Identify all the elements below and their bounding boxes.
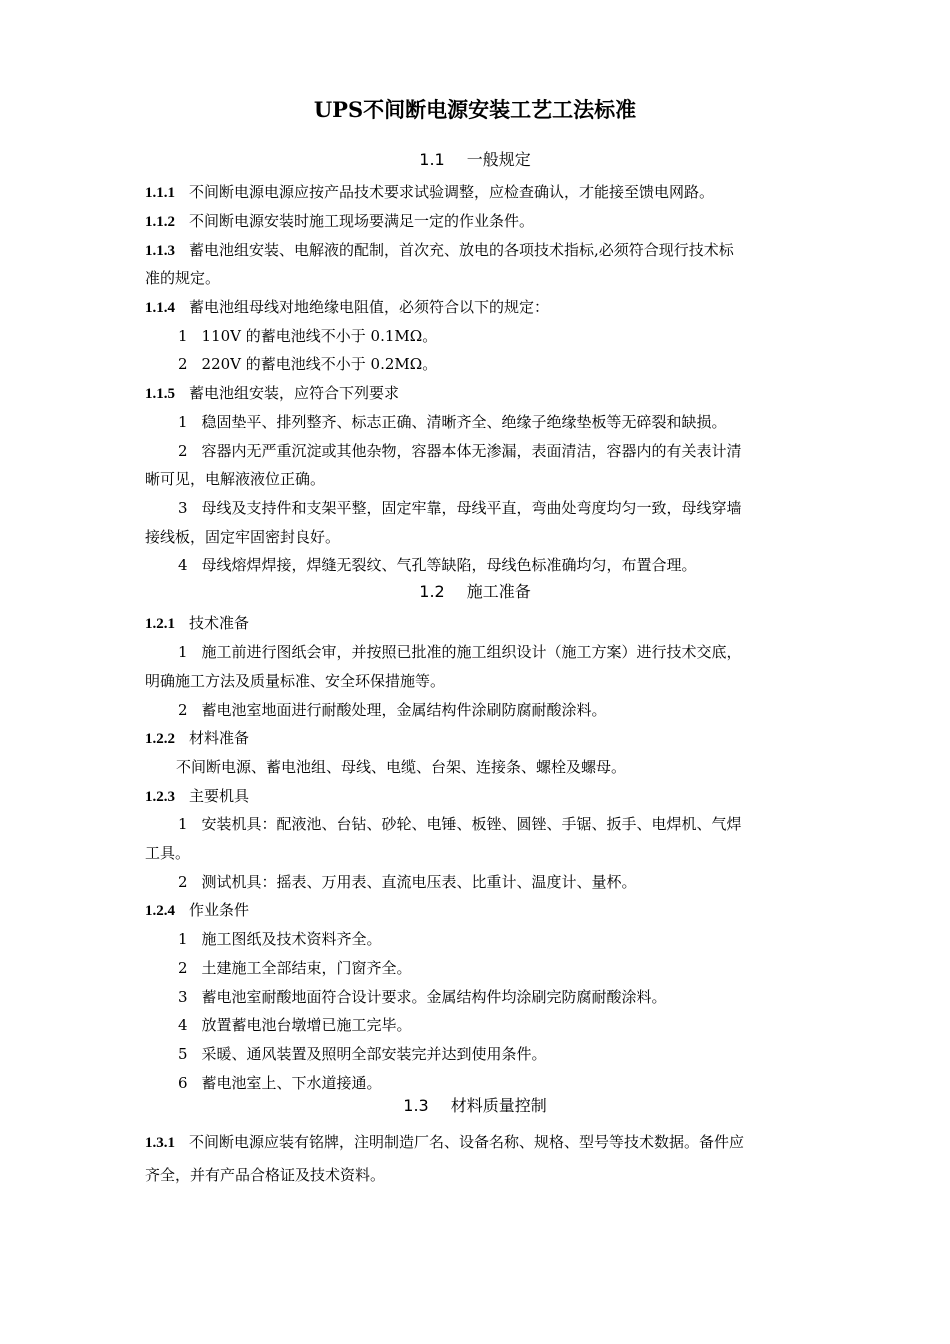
clause-number: 1.2.2: [145, 731, 175, 747]
clause-text: 技术准备: [189, 614, 250, 632]
clause-text-continued: 准的规定。: [145, 269, 221, 287]
clause-number: 1.1.1: [145, 185, 175, 201]
list-item: [178, 812, 828, 836]
clause-number: 1.2.4: [145, 903, 175, 919]
item-number: 1: [178, 815, 188, 833]
list-item: [178, 640, 828, 664]
clause-1-2-4: [145, 898, 825, 923]
clause-1-2-3: [145, 784, 825, 809]
item-number: 2: [178, 701, 188, 719]
section-title: 一般规定: [466, 150, 531, 169]
clause-text: 不间断电源应装有铭牌，注明制造厂名、设备名称、规格、型号等技术数据。备件应: [189, 1133, 745, 1151]
clause-1-1-1: [145, 180, 825, 205]
clause-number: 1.1.5: [145, 386, 175, 402]
clause-text: 蓄电池组安装、电解液的配制，首次充、放电的各项技术指标,必须符合现行技术标: [189, 241, 734, 259]
section-heading: [0, 1094, 950, 1118]
item-number: 5: [178, 1045, 188, 1063]
item-number: 3: [178, 499, 188, 517]
list-item: [178, 985, 828, 1009]
list-item: [178, 410, 828, 434]
item-text: 蓄电池室上、下水道接通。: [201, 1074, 382, 1092]
list-item: [178, 1042, 828, 1066]
clause-1-3-1: [145, 1130, 825, 1155]
clause-1-1-2: [145, 209, 825, 234]
item-text: 110V 的蓄电池线不小于 0.1MΩ。: [201, 327, 438, 345]
list-item: [178, 553, 828, 577]
item-number: 6: [178, 1074, 188, 1092]
item-text: 容器内无严重沉淀或其他杂物，容器本体无渗漏，表面清洁，容器内的有关表计清: [201, 442, 742, 460]
clause-text: 作业条件: [189, 901, 250, 919]
clause-number: 1.3.1: [145, 1135, 175, 1151]
clause-number: 1.1.4: [145, 300, 175, 316]
item-number: 4: [178, 1016, 188, 1034]
item-text-continued: 工具。: [145, 844, 191, 862]
clause-text: 蓄电池组安装，应符合下列要求: [189, 384, 400, 402]
section-heading: [0, 148, 950, 172]
item-text: 安装机具：配液池、台钻、砂轮、电锤、板锉、圆锉、手锯、扳手、电焊机、气焊: [201, 815, 742, 833]
list-item: [178, 439, 828, 463]
item-text: 采暖、通风装置及照明全部安装完并达到使用条件。: [201, 1045, 547, 1063]
item-text: 蓄电池室耐酸地面符合设计要求。金属结构件均涂刷完防腐耐酸涂料。: [201, 988, 667, 1006]
list-item: [178, 927, 828, 951]
item-text: 稳固垫平、排列整齐、标志正确、清晰齐全、绝缘子绝缘垫板等无碎裂和缺损。: [201, 413, 727, 431]
clause-number: 1.2.3: [145, 789, 175, 805]
item-text-continued: 明确施工方法及质量标准、安全环保措施等。: [145, 672, 446, 690]
clause-text: 主要机具: [189, 787, 250, 805]
item-text: 母线及支持件和支架平整，固定牢靠，母线平直，弯曲处弯度均匀一致，母线穿墙: [201, 499, 742, 517]
section-heading: [0, 580, 950, 604]
clause-number: 1.2.1: [145, 616, 175, 632]
list-item: [178, 1013, 828, 1037]
item-text: 施工图纸及技术资料齐全。: [201, 930, 382, 948]
section-title: 施工准备: [466, 582, 531, 601]
clause-1-1-4: [145, 295, 825, 320]
section-number: 1.2: [419, 582, 445, 601]
clause-text: 材料准备: [189, 729, 250, 747]
clause-text: 不间断电源电源应按产品技术要求试验调整，应检查确认，才能接至馈电网路。: [189, 183, 715, 201]
page-title: UPS不间断电源安装工艺工法标准: [313, 97, 637, 122]
list-item: [178, 956, 828, 980]
section-title: 材料质量控制: [450, 1096, 547, 1115]
item-number: 2: [178, 442, 188, 460]
clause-number: 1.1.3: [145, 243, 175, 259]
item-text: 施工前进行图纸会审，并按照已批准的施工组织设计（施工方案）进行技术交底，: [201, 643, 742, 661]
section-number: 1.1: [419, 150, 445, 169]
item-number: 4: [178, 556, 188, 574]
item-text: 蓄电池室地面进行耐酸处理，金属结构件涂刷防腐耐酸涂料。: [201, 701, 607, 719]
item-number: 1: [178, 413, 188, 431]
list-item: [178, 1071, 828, 1095]
item-number: 1: [178, 327, 188, 345]
item-number: 2: [178, 873, 188, 891]
item-text: 母线熔焊焊接，焊缝无裂纹、气孔等缺陷，母线色标准确均匀，布置合理。: [201, 556, 697, 574]
section-number: 1.3: [403, 1096, 429, 1115]
clause-text: 不间断电源安装时施工现场要满足一定的作业条件。: [189, 212, 535, 230]
list-item: [178, 324, 828, 348]
item-number: 1: [178, 930, 188, 948]
clause-1-2-1: [145, 611, 825, 636]
clause-1-1-5: [145, 381, 825, 406]
list-item: [178, 352, 828, 376]
item-number: 1: [178, 643, 188, 661]
item-number: 3: [178, 988, 188, 1006]
clause-text-continued: 齐全，并有产品合格证及技术资料。: [145, 1166, 386, 1184]
clause-text: 蓄电池组母线对地绝缘电阻值，必须符合以下的规定：: [189, 298, 550, 316]
item-text: 放置蓄电池台墩增已施工完毕。: [201, 1016, 412, 1034]
item-text: 土建施工全部结束，门窗齐全。: [201, 959, 412, 977]
clause-1-2-2: [145, 726, 825, 751]
item-text: 220V 的蓄电池线不小于 0.2MΩ。: [201, 355, 438, 373]
clause-body: 不间断电源、蓄电池组、母线、电缆、台架、连接条、螺栓及螺母。: [176, 758, 627, 776]
list-item: [178, 870, 828, 894]
item-text-continued: 晰可见，电解液液位正确。: [145, 470, 326, 488]
item-number: 2: [178, 959, 188, 977]
list-item: [178, 496, 828, 520]
item-text: 测试机具：摇表、万用表、直流电压表、比重计、温度计、量杯。: [201, 873, 637, 891]
clause-1-1-3: [145, 238, 825, 263]
clause-number: 1.1.2: [145, 214, 175, 230]
item-text-continued: 接线板，固定牢固密封良好。: [145, 528, 341, 546]
item-number: 2: [178, 355, 188, 373]
list-item: [178, 698, 828, 722]
